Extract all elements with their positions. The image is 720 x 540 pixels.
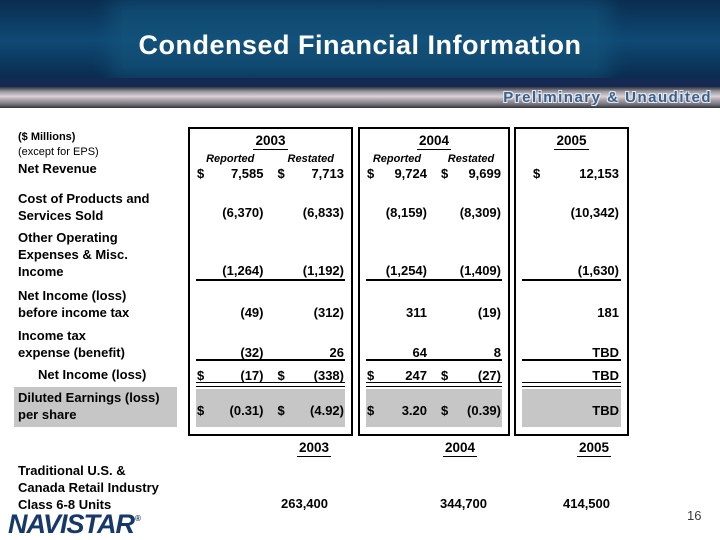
panel-year-heading-2005 — [516, 133, 627, 148]
year-heading-text: 2003 — [299, 440, 330, 455]
value-text: (1,409) — [459, 263, 501, 278]
net-income-values-2005 — [516, 368, 627, 383]
units-note-eps: (except for EPS) — [18, 146, 99, 158]
value-cell — [271, 403, 352, 418]
value-text: (0.31) — [229, 403, 264, 418]
year-heading-text: 2005 — [579, 440, 610, 455]
value-cell — [516, 368, 627, 383]
industry-year-2004 — [443, 440, 477, 455]
subtotal-rule — [196, 359, 345, 361]
row-label-line: Net Income (loss) — [18, 288, 127, 303]
row-label-line: Net Income (loss) — [38, 367, 147, 382]
year-panel-2005 — [514, 127, 629, 436]
panel-subheaders-2004 — [360, 153, 508, 165]
subheader-reported: Reported — [206, 153, 255, 165]
row-label-line: Traditional U.S. & — [18, 463, 126, 478]
cost-values-2003 — [190, 205, 351, 220]
value-cell — [271, 305, 352, 320]
value-text: (1,192) — [302, 263, 344, 278]
value-text: 247 — [405, 368, 427, 383]
currency-symbol: $ — [367, 368, 375, 383]
diluted-eps-values-2004 — [360, 403, 508, 418]
subheader-restated: Restated — [447, 153, 495, 165]
diluted-eps-values-2005 — [516, 403, 627, 418]
industry-units-value-2004: 344,700 — [440, 496, 487, 511]
value-cell — [516, 263, 627, 278]
value-cell — [271, 166, 352, 181]
row-label-line: per share — [18, 407, 77, 422]
net-revenue-values-2005 — [516, 166, 627, 181]
value-text: (6,370) — [222, 205, 264, 220]
income-tax-values-2005 — [516, 345, 627, 360]
income-before-tax-values-2004 — [360, 305, 508, 320]
total-double-rule — [196, 382, 345, 387]
industry-units-label — [18, 462, 194, 513]
value-text: (49) — [240, 305, 264, 320]
value-cell — [190, 345, 271, 360]
year-heading-text: 2005 — [556, 133, 587, 148]
currency-symbol: $ — [533, 166, 541, 181]
value-cell — [190, 403, 271, 418]
subtotal-rule — [366, 279, 502, 281]
value-cell — [190, 305, 271, 320]
currency-symbol: $ — [441, 403, 449, 418]
value-cell — [516, 345, 627, 360]
value-cell — [190, 205, 271, 220]
value-text: (10,342) — [570, 205, 619, 220]
value-cell — [190, 368, 271, 383]
income-tax-values-2004 — [360, 345, 508, 360]
panel-year-heading-2004 — [360, 133, 508, 148]
value-text: (1,254) — [385, 263, 427, 278]
cost-values-2004 — [360, 205, 508, 220]
navistar-logo — [8, 509, 139, 540]
year-heading-text: 2003 — [255, 133, 286, 148]
industry-year-2003 — [297, 440, 331, 455]
value-text: (27) — [477, 368, 501, 383]
value-text: 9,724 — [394, 166, 427, 181]
value-cell — [360, 305, 434, 320]
row-label-cost-of-products — [18, 190, 190, 224]
subheader-reported: Reported — [372, 153, 422, 165]
value-cell — [360, 263, 434, 278]
row-label-line: before income tax — [18, 305, 130, 320]
subtotal-rule — [196, 279, 345, 281]
value-cell — [516, 166, 627, 181]
value-text: (338) — [313, 368, 344, 383]
income-before-tax-values-2005 — [516, 305, 627, 320]
industry-units-value-2005: 414,500 — [563, 496, 610, 511]
year-heading-text: 2004 — [418, 133, 450, 148]
row-label-net-revenue — [18, 160, 97, 177]
value-text: 311 — [406, 305, 427, 320]
currency-symbol: $ — [441, 166, 449, 181]
value-text: (1,630) — [577, 263, 619, 278]
value-cell — [516, 403, 627, 418]
row-label-income-tax — [18, 327, 190, 361]
value-text: (1,264) — [222, 263, 264, 278]
value-cell — [190, 166, 271, 181]
row-label-net-income-before-tax — [18, 287, 190, 321]
subtotal-rule — [522, 359, 621, 361]
value-cell — [360, 345, 434, 360]
value-text: TBD — [592, 368, 619, 383]
row-label-line: Cost of Products and — [18, 191, 150, 206]
net-income-values-2003 — [190, 368, 351, 383]
diluted-eps-values-2003 — [190, 403, 351, 418]
value-cell — [360, 403, 434, 418]
subheader-restated: Restated — [287, 153, 334, 165]
page-number: 16 — [687, 508, 702, 523]
value-text: (8,309) — [459, 205, 501, 220]
row-label-other-operating — [18, 229, 178, 280]
net-revenue-values-2003 — [190, 166, 351, 181]
value-text: (19) — [477, 305, 501, 320]
value-cell — [434, 345, 508, 360]
value-cell — [360, 166, 434, 181]
value-text: 9,699 — [468, 166, 501, 181]
year-panel-2003 — [188, 127, 353, 436]
value-text: TBD — [592, 345, 619, 360]
preliminary-banner — [0, 87, 720, 108]
value-cell — [516, 205, 627, 220]
year-heading-text: 2004 — [445, 440, 476, 455]
units-note-millions: ($ Millions) — [18, 131, 76, 143]
currency-symbol: $ — [277, 368, 285, 383]
value-text: (312) — [313, 305, 344, 320]
row-label-line: Income — [18, 264, 64, 279]
currency-symbol: $ — [367, 403, 375, 418]
value-cell — [271, 368, 352, 383]
other-operating-values-2004 — [360, 263, 508, 278]
industry-year-2005 — [577, 440, 611, 455]
currency-symbol: $ — [441, 368, 449, 383]
subtotal-rule — [522, 279, 621, 281]
value-text: (4.92) — [310, 403, 344, 418]
row-label-line: Expenses & Misc. — [18, 247, 128, 262]
row-label-line: Services Sold — [18, 208, 104, 223]
row-label-line: Net Revenue — [18, 161, 97, 176]
value-cell — [271, 205, 352, 220]
panel-subheaders-2003 — [190, 153, 351, 165]
value-cell — [360, 205, 434, 220]
value-cell — [434, 166, 508, 181]
value-text: (6,833) — [302, 205, 344, 220]
value-text: 7,713 — [311, 166, 344, 181]
currency-symbol: $ — [277, 166, 285, 181]
value-cell — [434, 263, 508, 278]
preliminary-banner-text: Preliminary & Unaudited — [503, 89, 712, 106]
value-cell — [360, 368, 434, 383]
value-text: 8 — [493, 345, 501, 360]
value-text: (17) — [240, 368, 264, 383]
value-text: 181 — [597, 305, 619, 320]
currency-symbol: $ — [197, 403, 205, 418]
page-title: Condensed Financial Information — [138, 30, 582, 60]
cost-values-2005 — [516, 205, 627, 220]
value-cell — [434, 205, 508, 220]
value-cell — [434, 305, 508, 320]
registered-trademark-mark: ® — [135, 514, 140, 523]
net-income-values-2004 — [360, 368, 508, 383]
subtotal-rule — [366, 359, 502, 361]
income-before-tax-values-2003 — [190, 305, 351, 320]
row-label-line: Class 6-8 Units — [18, 497, 112, 512]
value-text: 26 — [329, 345, 344, 360]
panel-year-heading-2003 — [190, 133, 351, 148]
value-cell — [190, 263, 271, 278]
navistar-logo-text: NAVISTAR — [8, 509, 134, 539]
row-label-line: expense (benefit) — [18, 345, 125, 360]
row-label-line: Diluted Earnings (loss) — [18, 390, 160, 405]
row-label-line: Income tax — [18, 328, 86, 343]
value-text: 3.20 — [401, 403, 427, 418]
total-double-rule — [522, 382, 621, 387]
industry-units-value-2003: 263,400 — [281, 496, 328, 511]
currency-symbol: $ — [277, 403, 285, 418]
value-cell — [516, 305, 627, 320]
income-tax-values-2003 — [190, 345, 351, 360]
value-text: (32) — [240, 345, 264, 360]
row-label-line: Canada Retail Industry — [18, 480, 159, 495]
value-cell — [271, 263, 352, 278]
value-cell — [434, 403, 508, 418]
row-label-diluted-eps — [18, 389, 186, 423]
value-text: (0.39) — [467, 403, 501, 418]
navy-divider-strip — [0, 78, 720, 87]
other-operating-values-2005 — [516, 263, 627, 278]
value-cell — [434, 368, 508, 383]
slide-header — [0, 0, 720, 78]
total-double-rule — [366, 382, 502, 387]
value-text: (8,159) — [385, 205, 427, 220]
net-revenue-values-2004 — [360, 166, 508, 181]
row-label-line: Other Operating — [18, 230, 118, 245]
value-cell — [271, 345, 352, 360]
other-operating-values-2003 — [190, 263, 351, 278]
row-label-net-income — [38, 366, 146, 383]
value-text: TBD — [592, 403, 619, 418]
value-text: 64 — [412, 345, 427, 360]
value-text: 12,153 — [579, 166, 619, 181]
currency-symbol: $ — [367, 166, 375, 181]
currency-symbol: $ — [197, 368, 205, 383]
currency-symbol: $ — [197, 166, 205, 181]
year-panel-2004 — [358, 127, 510, 436]
value-text: 7,585 — [230, 166, 264, 181]
